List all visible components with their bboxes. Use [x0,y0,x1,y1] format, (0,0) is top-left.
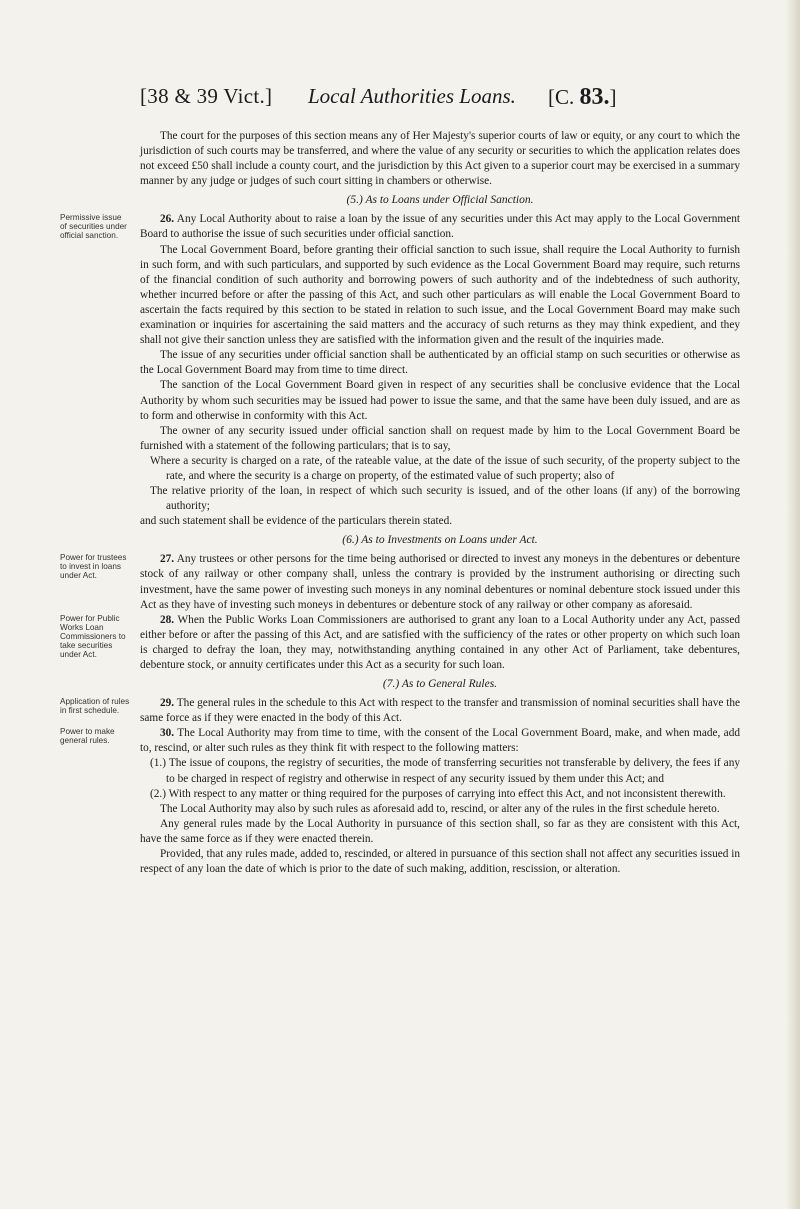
paragraph: The sanction of the Local Government Board given in respect of any securities shall be conclusive evidence that the Local Authority by whom such securities may be issued had power to issue the same, and that the same have been duly issued, and are as to form and otherwise in conformity with this Act. [140,379,740,422]
section-number: 27. [160,553,175,566]
margin-note-29: Application of rules in first schedule. [60,697,130,716]
section-text: The Local Authority may from time to time, with the consent of the Local Government Board, make, and when made, add to, rescind, or alter such rules as they think fit with respect to the following matters: [140,727,740,755]
margin-note-28: Power for Public Works Loan Commissioners to take securities under Act. [60,613,126,659]
section-number: 28. [160,613,175,626]
paragraph: The Local Government Board, before granting their official sanction to such issue, shall require the Local Authority to furnish in such form, and with such particulars, and supported by such evidence as the Local Government Board may require, such returns of the financial condition of such authority and borrowing powers of such authority and of the indebtedness of such authority, whether incurred before or after the passing of this Act, and such other particulars as will enable the Local Government Board to ascertain the facts required by this section to be stated in relation to such issue, and the Local Government Board may make such examination or inquiries for ascertaining the said matters and the accuracy of such returns as they may think expedient, and they shall not give their sanction unless they are satisfied with the information given and the result of the inquiries made. [140,243,740,347]
section-27 [60,552,740,612]
act-title: Local Authorities Loans. [308,84,516,108]
regnal-year: [38 & 39 Vict.] [140,84,273,108]
section-26 [60,212,740,529]
page-edge-shadow [786,0,800,1209]
section-text: Any trustees or other persons for the time being authorised or directed to invest any moneys in the debentures or debenture stock of any railway or other company shall, unless the contrary is provided by the instrument authorising or directing such investment, have the same power of investing such moneys in any nominal debentures or nominal debenture stock issued under this Act as they have of investing such moneys in debentures or debenture stock of any railway or other company as aforesaid. [140,553,740,611]
margin-note-30: Power to make general rules. [60,727,115,746]
margin-note-27: Power for trustees to invest in loans under Act. [60,553,127,581]
paragraph: The owner of any security issued under official sanction shall on request made by him to the Local Government Board be furnished with a statement of the following particulars; that is to say, [140,424,740,452]
list-item: (1.) The issue of coupons, the registry of securities, the mode of transferring securities not transferable by delivery, the fees if any to be charged in respect of registry and otherwise in respect of any security issued by them under this Act; and [150,757,740,785]
intro-paragraph: The court for the purposes of this section means any of Her Majesty's superior courts of law or equity, or any court to which the jurisdiction of such courts may be transferred, and where the value of any security or securities to which the application relates does not exceed £50 shall include a county court, and the jurisdiction by this Act given to a superior court may be exercised in a summary manner by any judge or judges of such court sitting in chambers or otherwise. [140,130,740,188]
paragraph: Provided, that any rules made, added to, rescinded, or altered in pursuance of this section shall not affect any securities issued in respect of any loan the date of which is prior to the date of such making, addition, rescission, or alteration. [140,848,740,876]
heading-official-sanction: (5.) As to Loans under Official Sanction. [346,194,534,207]
section-text: The general rules in the schedule to this Act with respect to the transfer and transmission of nominal securities shall have the same force as if they were enacted in the body of this Act. [140,697,741,725]
paragraph: The Local Authority may also by such rules as aforesaid add to, rescind, or alter any of the rules in the first schedule hereto. [160,802,720,815]
paragraph: The issue of any securities under official sanction shall be authenticated by an official stamp on such securities or otherwise as the Local Government Board may from time to time direct. [140,349,740,377]
paragraph: and such statement shall be evidence of the particulars therein stated. [140,515,453,528]
section-28 [60,613,740,673]
section-number: 26. [160,213,175,226]
paragraph: Any general rules made by the Local Authority in pursuance of this section shall, so far as they are consistent with this Act, have the same force as if they were enacted therein. [140,817,740,845]
heading-general-rules: (7.) As to General Rules. [382,678,498,691]
sub-paragraph: Where a security is charged on a rate, of the rateable value, at the date of the issue of such security, of the property subject to the rate, and where the security is a charge on property, of the estimated value of such property; also of [150,454,740,482]
section-number: 29. [160,697,175,710]
section-number: 30. [160,727,175,740]
document-body [60,129,741,877]
list-item: (2.) With respect to any matter or thing required for the purposes of carrying into effect this Act, and not inconsistent therewith. [150,787,726,800]
running-header [140,80,740,120]
section-text: Any Local Authority about to raise a loan by the issue of any securities under this Act may apply to the Local Government Board to authorise the issue of such securities under official sanction. [140,213,740,241]
sub-paragraph: The relative priority of the loan, in respect of which such security is issued, and of the other loans (if any) of the borrowing authority; [150,485,740,513]
chapter-number: [C. 83.] [548,84,617,110]
section-text: When the Public Works Loan Commissioners are authorised to grant any loan to a Local Authority under any Act, passed either before or after the passing of this Act, and are satisfied with the sufficiency of the rates or other property on which such loan is charged to defray the loan, they may, notwithstanding anything contained in any other Act of Parliament, take debentures, debenture stock, or annuity certificates under this Act as a security for such loan. [140,613,740,671]
section-29 [60,696,741,726]
heading-investments: (6.) As to Investments on Loans under Act. [342,534,538,547]
section-30 [60,726,740,877]
margin-note-26: Permissive issue of securities under official sanction. [60,213,127,241]
